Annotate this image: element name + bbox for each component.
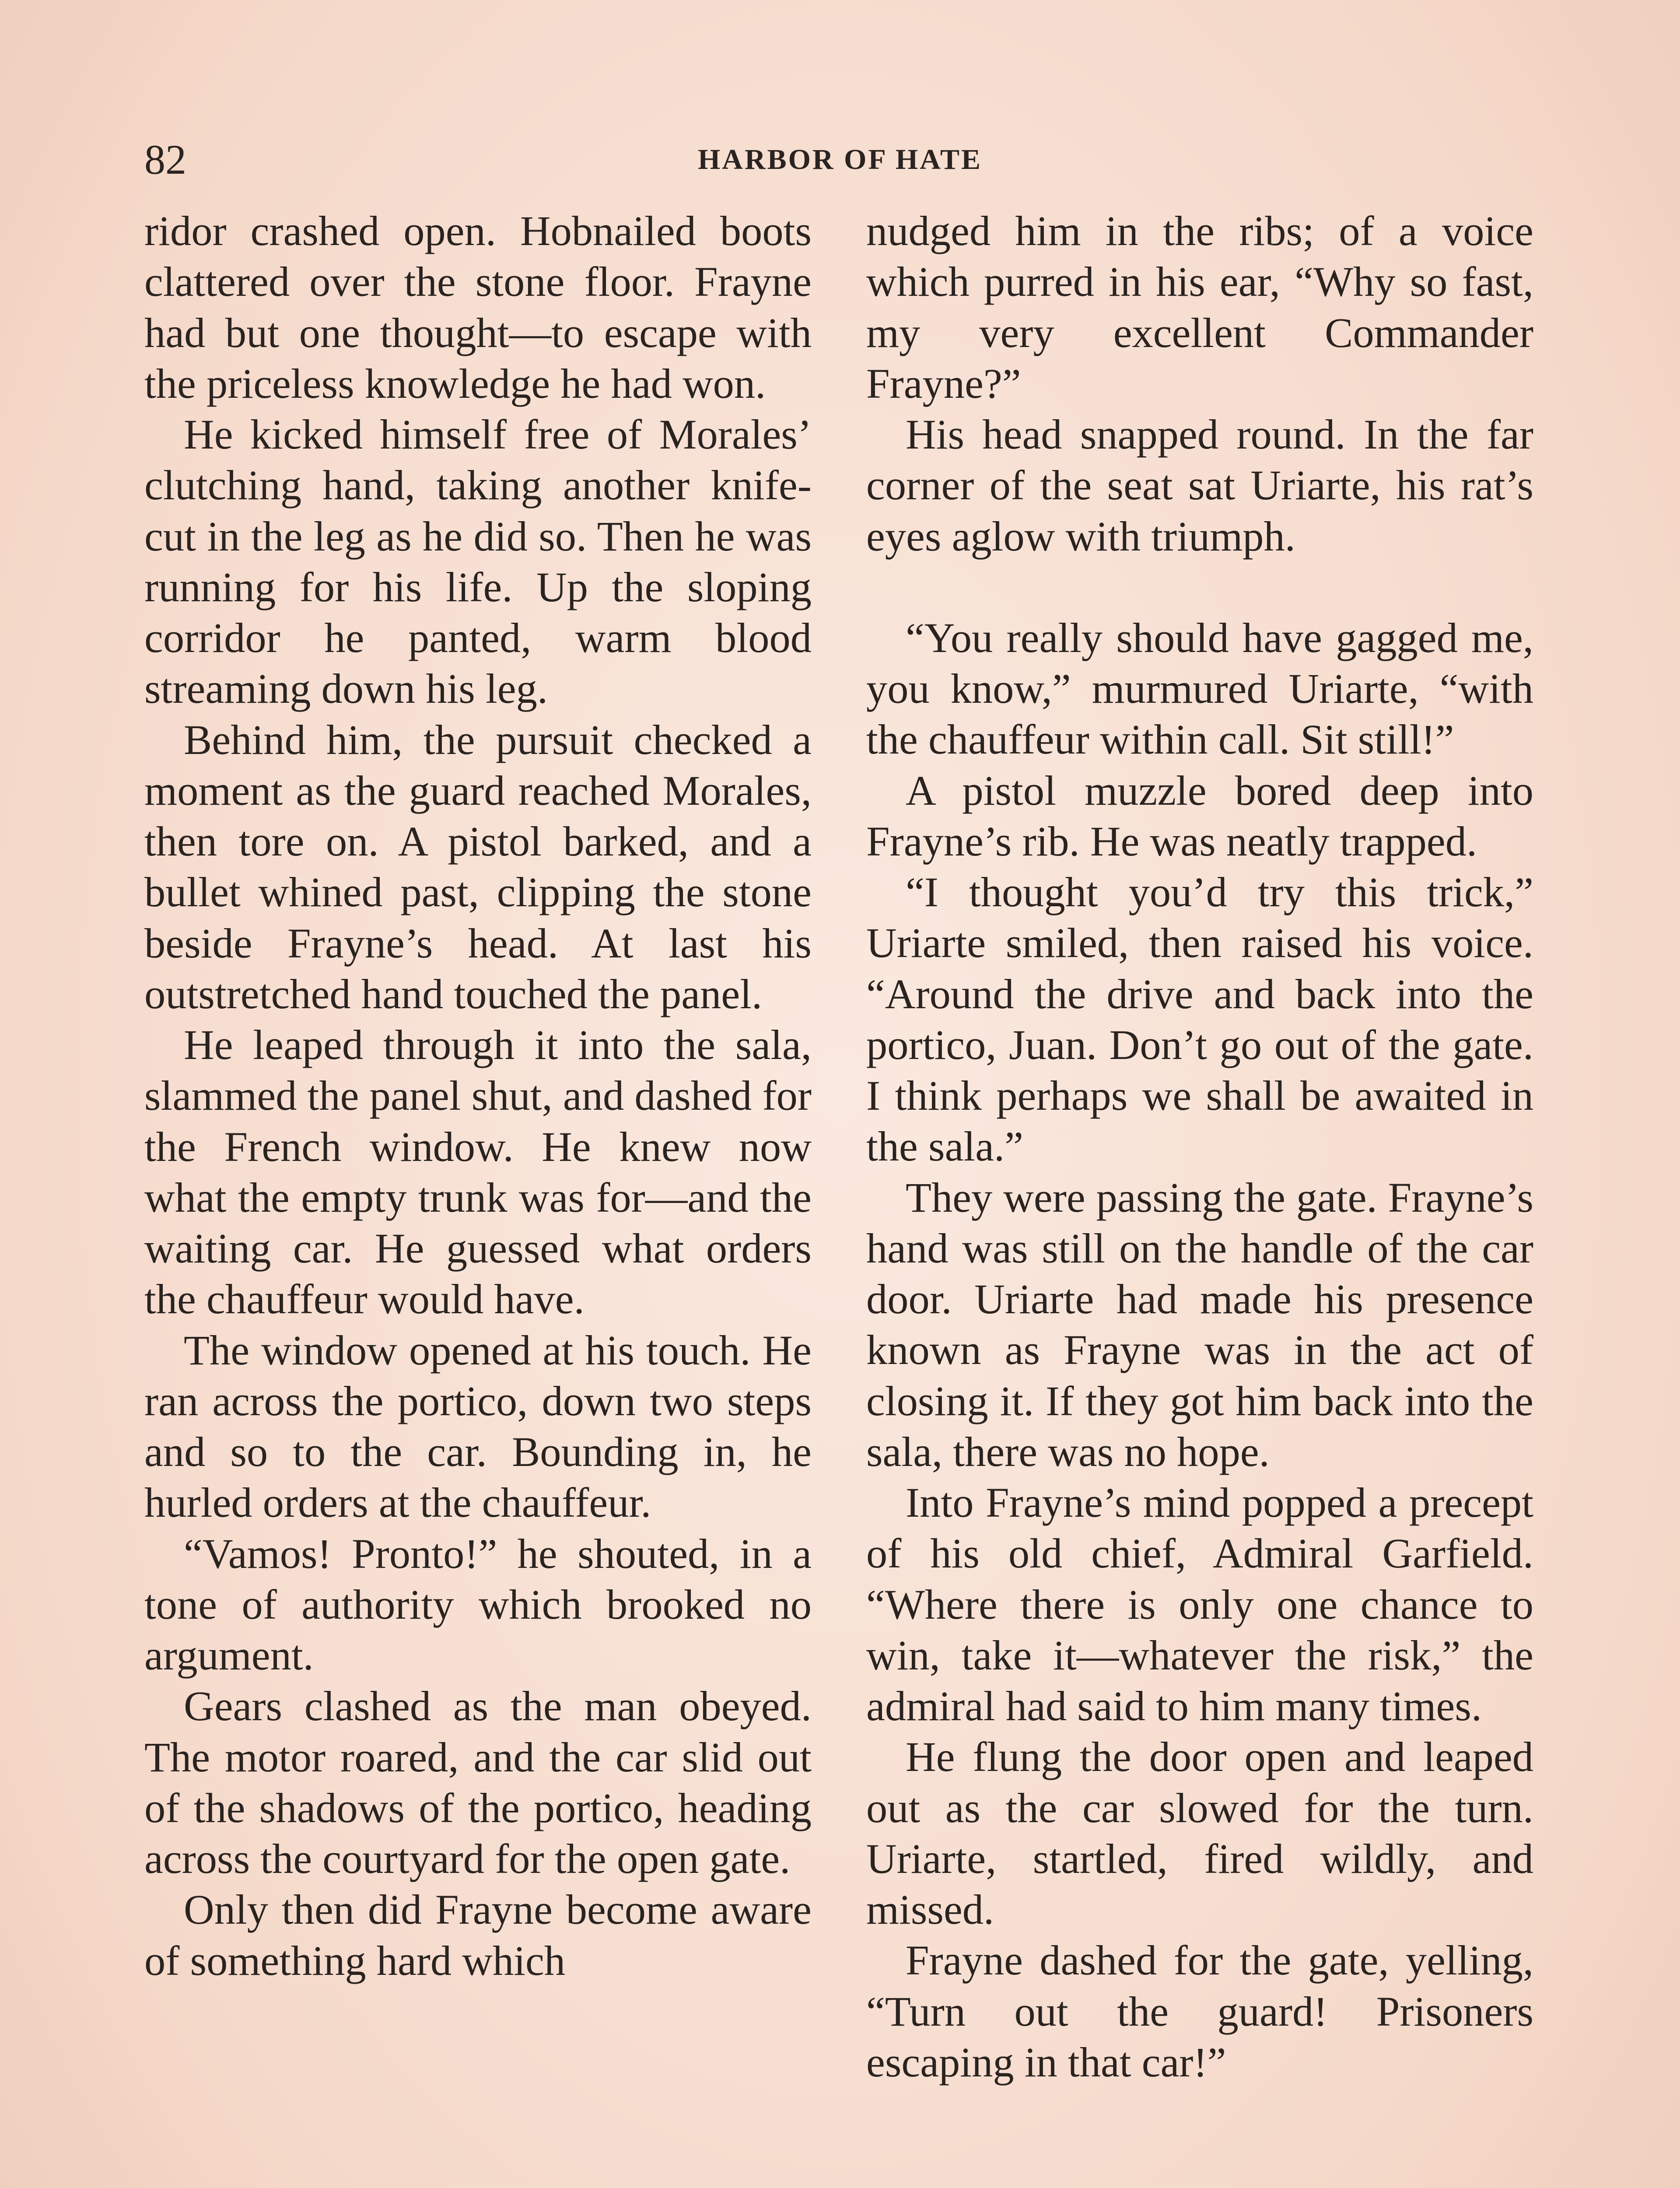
paragraph: He kicked himself free of Morales’ clutching hand, taking another knife-cut in the leg as he did so. Then he was running for his life. Up the sloping corridor he panted, warm blood streaming down his leg. [144, 411, 812, 712]
paragraph: They were passing the gate. Frayne’s hand was still on the handle of the car door. Uriarte had made his presence known as Frayne was in the act of closing it. If they got him back into the sala, there was no hope. [866, 1174, 1533, 1475]
paragraph: “You really should have gagged me, you know,” murmured Uriarte, “with the chauffeur within call. Sit still!” [866, 614, 1533, 763]
page-number: 82 [144, 136, 186, 183]
paragraph: A pistol muzzle bored deep into Frayne’s rib. He was neatly trapped. [866, 767, 1533, 865]
paragraph: The window opened at his touch. He ran across the portico, down two steps and so to the car. Bounding in, he hurled orders at the chauffeur. [144, 1326, 812, 1526]
page-header [144, 131, 1536, 188]
paragraph: Frayne dashed for the gate, yelling, “Turn out the guard! Prisoners escaping in that car!” [866, 1937, 1533, 2086]
paragraph: Gears clashed as the man obeyed. The motor roared, and the car slid out of the shadows of the portico, heading across the courtyard for the open gate. [144, 1683, 812, 1882]
paragraph: ridor crashed open. Hobnailed boots clattered over the stone floor. Frayne had but one thought—to escape with the priceless knowledge he had won. [144, 207, 812, 407]
right-column [866, 206, 1533, 2088]
paragraph: His head snapped round. In the far corner of the seat sat Uriarte, his rat’s eyes aglow with triumph. [866, 411, 1533, 560]
running-head: HARBOR OF HATE [697, 144, 983, 175]
paragraph: Behind him, the pursuit checked a moment as the guard reached Morales, then tore on. A pistol barked, and a bullet whined past, clipping the stone beside Frayne’s head. At last his outstretched hand touched the panel. [144, 716, 812, 1017]
paragraph: “I thought you’d try this trick,” Uriarte smiled, then raised his voice. “Around the drive and back into the portico, Juan. Don’t go out of the gate. I think perhaps we shall be awaited in the sala.” [866, 869, 1533, 1170]
paragraph: Into Frayne’s mind popped a precept of his old chief, Admiral Garfield. “Where there is only one chance to win, take it—whatever the risk,” the admiral had said to him many times. [866, 1479, 1533, 1729]
paragraph: He flung the door open and leaped out as the car slowed for the turn. Uriarte, startled, fired wildly, and missed. [866, 1733, 1533, 1933]
left-column [144, 206, 812, 1986]
paragraph: nudged him in the ribs; of a voice which purred in his ear, “Why so fast, my very excellent Commander Frayne?” [866, 207, 1533, 407]
paragraph: Only then did Frayne become aware of something hard which [144, 1886, 812, 1984]
paragraph: He leaped through it into the sala, slammed the panel shut, and dashed for the French window. He knew now what the empty trunk was for—and the waiting car. He guessed what orders the chauffeur would have. [144, 1021, 812, 1323]
paragraph: “Vamos! Pronto!” he shouted, in a tone of authority which brooked no argument. [144, 1530, 812, 1679]
